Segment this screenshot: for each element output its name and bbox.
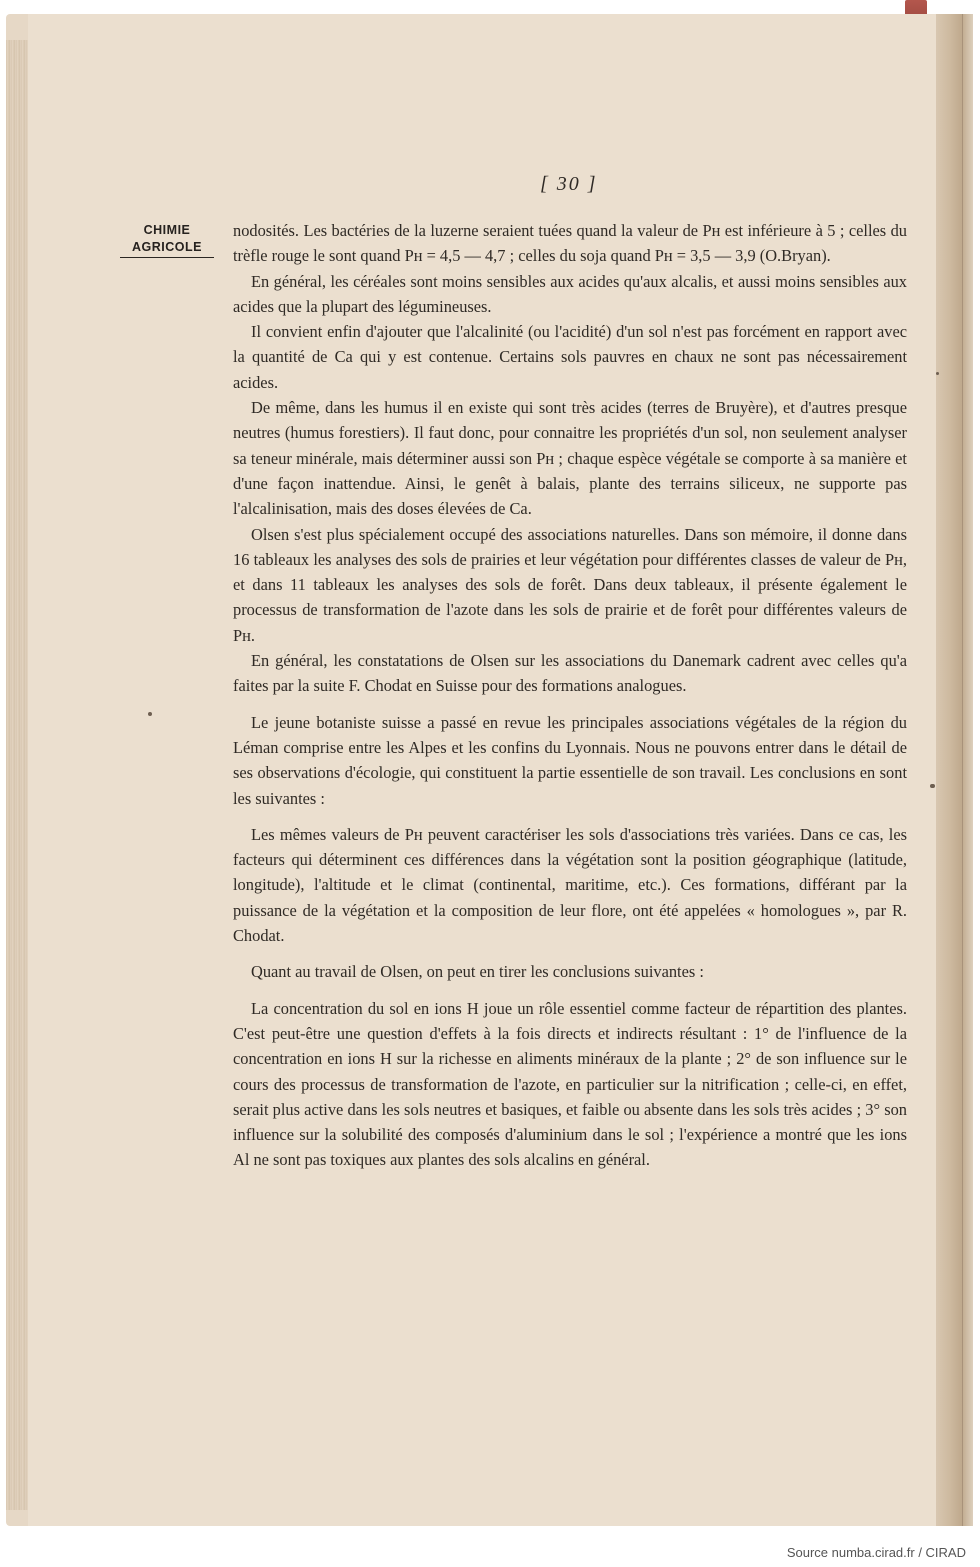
paragraph: Olsen s'est plus spécialement occupé des associations naturelles. Dans son mémoire, il donne dans 16 tableaux les analyses des sols de prairies et leur végétation pour différentes classes de valeur de Pн, et dans 11 tableaux les analyses des sols de forêt. Dans deux tableaux, il présente également le processus de transformation de l'azote dans les sols de prairie et de forêt pour différentes valeurs de Pн. [233,524,907,645]
page-edge-right [935,14,973,1526]
margin-label-line2: AGRICOLE [132,240,202,254]
paragraph: En général, les céréales sont moins sensibles aux acides qu'aux alcalis, et aussi moins sensibles aux acides que la plupart des légumineuses. [233,271,907,316]
paragraph: Quant au travail de Olsen, on peut en tirer les conclusions suivantes : [251,962,704,982]
source-note: Source numba.cirad.fr / CIRAD [786,1545,966,1560]
paragraph: La concentration du sol en ions H joue un rôle essentiel comme facteur de répartition des plantes. C'est peut-être une question d'effets à la fois directs et indirects résultant : 1° de l'influence de la concentration en ions H sur la richesse en aliments minéraux de la plante ; 2° de son influence sur le cours des processus de transformation de l'azote, en particulier sur la nitrification ; celle-ci, en effet, serait plus active dans les sols neutres et basiques, et faible ou absente dans les sols très acides ; 3° son influence sur la solubilité des composés d'aluminium dans le sol ; l'expérience a montré que les ions Al ne sont pas toxiques aux plantes des sols alcalins en général. [233,998,907,1170]
paragraph: Il convient enfin d'ajouter que l'alcalinité (ou l'acidité) d'un sol n'est pas forcément en rapport avec la quantité de Ca qui y est contenue. Certains sols pauvres en chaux ne sont pas nécessairement acides. [233,322,907,392]
paper-speck [148,712,152,716]
page-number: [ 30 ] [540,173,598,195]
paragraph: En général, les constatations de Olsen sur les associations du Danemark cadrent avec celles qu'a faites par la suite F. Chodat en Suisse pour des formations analogues. [233,651,907,696]
margin-label-line1: CHIMIE [143,223,191,237]
page-edge-left [6,40,28,1510]
paper-speck [936,372,939,375]
paper-speck [930,784,935,788]
body-text [233,218,907,1173]
margin-label-rule [120,257,214,258]
paragraph: nodosités. Les bactéries de la luzerne seraient tuées quand la valeur de Pн est inférieure à 5 ; celles du trèfle rouge le sont quand Pн = 4,5 — 4,7 ; celles du soja quand Pн = 3,5 — 3,9 (O.Bryan). [233,221,907,266]
paragraph: De même, dans les humus il en existe qui sont très acides (terres de Bruyère), et d'autres presque neutres (humus forestiers). Il faut donc, pour connaitre les propriétés d'un sol, non seulement analyser sa teneur minérale, mais déterminer aussi son Pн ; chaque espèce végétale se comporte à sa manière et d'une façon inattendue. Ainsi, le genêt à balais, plante des terrains siliceux, ne supporte pas l'alcalinisation, mais des doses élevées de Ca. [233,398,907,519]
paragraph: Les mêmes valeurs de Pн peuvent caractériser les sols d'associations très variées. Dans ce cas, les facteurs qui déterminent ces différences dans la végétation sont la position géographique (latitude, longitude), l'altitude et le climat (continental, maritime, etc.). Ces formations, différant par la puissance de la végétation et la composition de leur flore, ont été appelées « homologues », par R. Chodat. [233,824,907,946]
margin-label [122,222,212,258]
paragraph: Le jeune botaniste suisse a passé en revue les principales associations végétales de la région du Léman comprise entre les Alpes et les confins du Lyonnais. Nous ne pouvons entrer dans le détail de ses observations d'écologie, qui constituent la partie essentielle de son travail. Les conclusions en sont les suivantes : [233,712,907,808]
